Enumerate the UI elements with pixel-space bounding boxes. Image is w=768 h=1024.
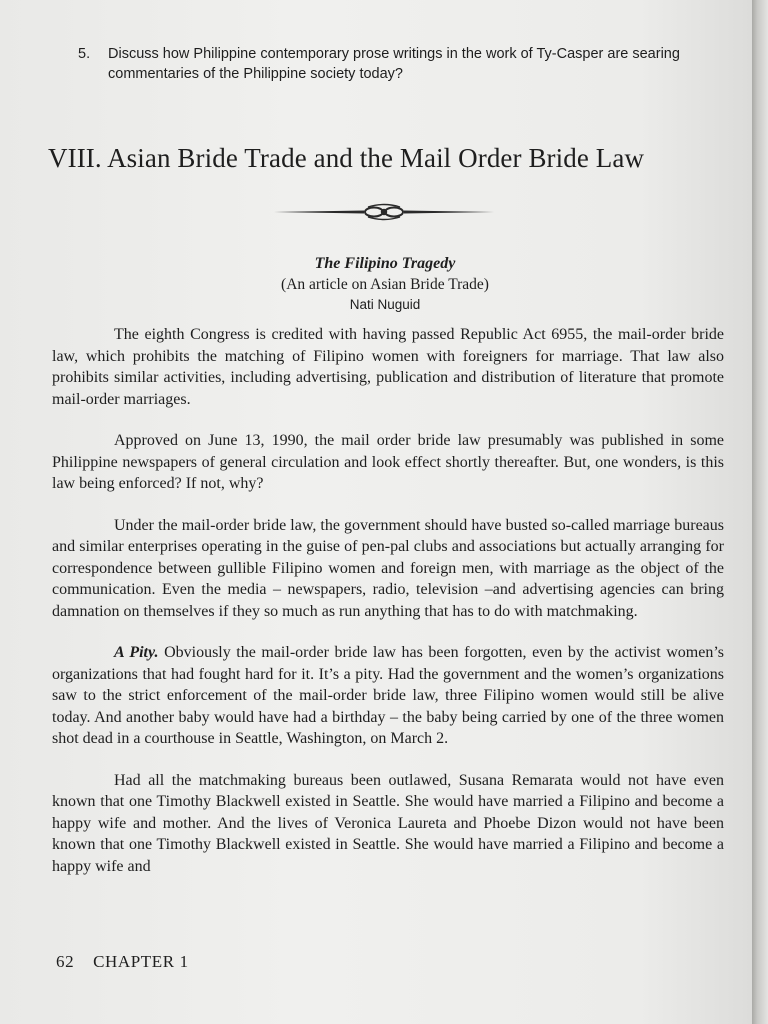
question-text: Discuss how Philippine contemporary prose writings in the work of Ty-Casper are searing commentaries of the Philippine society today? — [108, 46, 680, 82]
article-author: Nati Nuguid — [349, 297, 421, 312]
paragraph: Approved on June 13, 1990, the mail order bride law presumably was published in some Philippine newspapers of general circulation and look effect shortly thereafter. But, one wonders, is this law being enforced? If not, why? — [52, 432, 724, 492]
article-body — [52, 324, 724, 877]
page-number: 62 — [56, 952, 75, 971]
paragraph: Under the mail-order bride law, the government should have busted so-called marriage bureaus and similar enterprises operating in the guise of pen-pal clubs and associations but actually arranging for correspondence between gullible Filipino women and foreign men, with marriage as the object of the communication. Even the media – newspapers, radio, television –and advertising agencies can bring damnation on themselves if they so much as run anything that has to do with matchmaking. — [52, 516, 724, 620]
page-edge-shadow — [752, 0, 768, 1024]
paragraph: Had all the matchmaking bureaus been outlawed, Susana Remarata would not have even known that one Timothy Blackwell existed in Seattle. She would have married a Filipino and become a happy wife and mother. And the lives of Veronica Laureta and Phoebe Dizon would not have been known that one Timothy Blackwell existed in Seattle. She would have married a Filipino and become a happy wife and — [52, 771, 724, 875]
discussion-question — [78, 44, 698, 84]
chapter-heading: VIII. Asian Bride Trade and the Mail Order Bride Law — [48, 143, 645, 173]
question-number: 5. — [78, 46, 91, 62]
article-subtitle: (An article on Asian Bride Trade) — [281, 276, 489, 293]
chapter-label: CHAPTER 1 — [93, 952, 189, 971]
article-title: The Filipino Tragedy — [314, 255, 456, 272]
paragraph-a-pity — [52, 642, 724, 750]
article-header — [190, 253, 580, 315]
paragraph: The eighth Congress is credited with having passed Republic Act 6955, the mail-order bride law, which prohibits the matching of Filipino women with foreigners for marriage. That law also prohibits similar activities, including advertising, publication and distribution of literature that promote mail-order marriages. — [52, 326, 724, 408]
run-in-heading: A Pity. — [114, 644, 159, 661]
paragraph-text: Obviously the mail-order bride law has been forgotten, even by the activist women’s organizations that had fought hard for it. It’s a pity. Had the government and the women’s organizations saw to the strict enforcement of the mail-order bride law, three Filipino women would still be alive today. And another baby would have had a birthday – the baby being carried by one of the three women shot dead in a courthouse in Seattle, Washington, on March 2. — [52, 644, 724, 747]
ornament-divider-icon — [272, 203, 496, 221]
page-footer — [56, 952, 189, 972]
